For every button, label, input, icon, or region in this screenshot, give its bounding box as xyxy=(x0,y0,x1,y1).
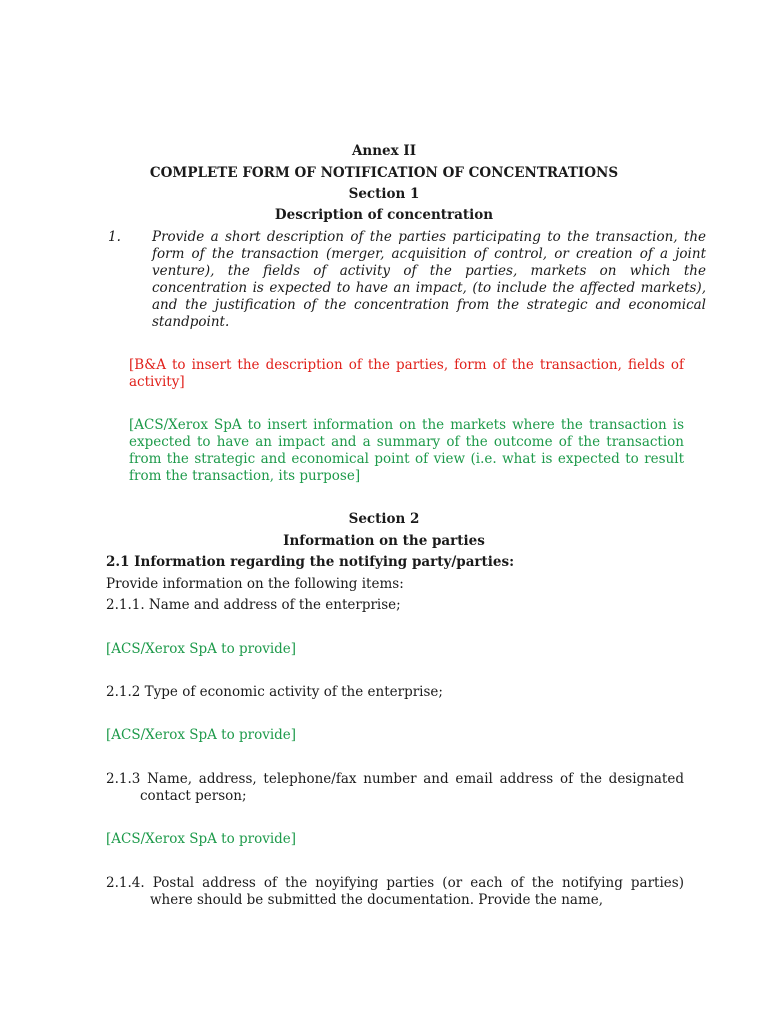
item-2-1-1: 2.1.1. Name and address of the enterprise; xyxy=(106,597,401,613)
section-2-title: Information on the parties xyxy=(283,533,485,549)
section-1-title: Description of concentration xyxy=(274,207,494,223)
provide-note-2: [ACS/Xerox SpA to provide] xyxy=(106,727,297,743)
acs-insert-note: [ACS/Xerox SpA to insert information on the markets where the transaction is expected to have an impact and a summary of the outcome of the transaction from the strategic and economical point of view (i.e. what is expected to result from the transaction, its purpose] xyxy=(129,417,684,484)
item-1-number: 1. xyxy=(108,229,121,245)
section-2-heading: Section 2 xyxy=(348,511,420,527)
item-2-1-4: 2.1.4. Postal address of the noyifying parties (or each of the notifying parties) where should be submitted the documentation. Provide the name, xyxy=(106,875,684,908)
section-1-heading: Section 1 xyxy=(348,186,420,202)
item-1-text: Provide a short description of the parties participating to the transaction, the form of the transaction (merger, acquisition of control, or creation of a joint venture), the fields of activity of the parties, markets on which the concentration is expected to have an impact, (to include the affected markets), and the justification of the concentration from the strategic and economical standpoint. xyxy=(152,229,706,330)
ba-insert-note: [B&A to insert the description of the parties, form of the transaction, fields of activity] xyxy=(129,357,684,390)
annex-heading: Annex II xyxy=(351,143,417,159)
provide-note-3: [ACS/Xerox SpA to provide] xyxy=(106,831,297,847)
item-2-1-2: 2.1.2 Type of economic activity of the enterprise; xyxy=(106,684,443,700)
subsection-2-1-heading: 2.1 Information regarding the notifying party/parties: xyxy=(106,554,515,570)
section-2-intro: Provide information on the following items: xyxy=(106,576,404,592)
item-2-1-3: 2.1.3 Name, address, telephone/fax number and email address of the designated contact person; xyxy=(106,771,684,804)
provide-note-1: [ACS/Xerox SpA to provide] xyxy=(106,641,297,657)
form-title: COMPLETE FORM OF NOTIFICATION OF CONCENTRATIONS xyxy=(149,165,619,181)
item-1 xyxy=(108,229,706,331)
